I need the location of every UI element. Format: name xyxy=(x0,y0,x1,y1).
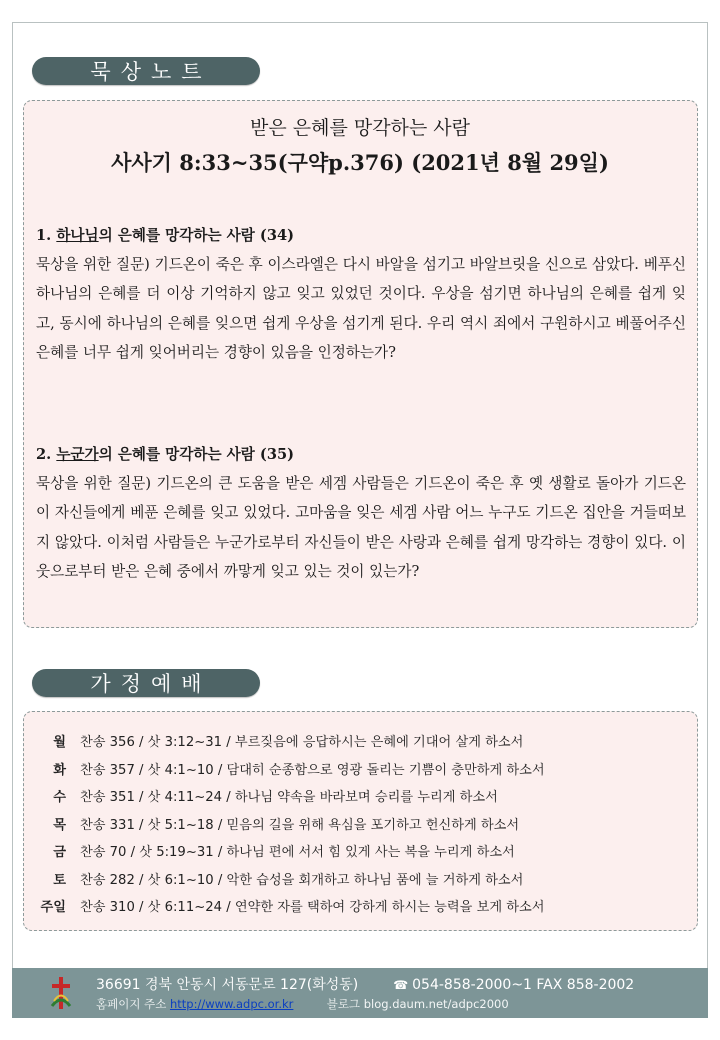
homepage-link[interactable]: http://www.adpc.or.kr xyxy=(169,997,294,1011)
worship-text: 찬송 310 / 삿 6:11~24 / 연약한 자를 택하여 강하게 하시는 능력을 보게 하소서 xyxy=(80,900,545,916)
section-number: 1. xyxy=(36,227,57,244)
footer-address: 36691 경북 안동시 서동문로 127(화성동) xyxy=(96,977,359,993)
section-heading-rest: 의 은혜를 망각하는 사람 (35) xyxy=(98,446,295,463)
meditation-section-1 xyxy=(36,221,686,367)
worship-row-wed xyxy=(36,782,686,810)
church-cross-logo-icon xyxy=(50,976,72,1010)
worship-day: 금 xyxy=(53,845,66,861)
homepage-label: 홈페이지 주소 xyxy=(96,997,167,1011)
worship-text: 찬송 357 / 삿 4:1~10 / 담대히 순종함으로 영광 돌리는 기쁨이 충만하게 하소서 xyxy=(80,762,545,778)
worship-row-fri xyxy=(36,837,686,865)
section-body: 묵상을 위한 질문) 기드온의 큰 도움을 받은 세겜 사람들은 기드온이 죽은 후 옛 생활로 돌아가 기드온이 자신들에게 베푼 은혜를 잊고 있었다. 고마움을 잊은 세겜 사람 어느 누구도 기드온 집안을 거들떠보지 않았다. 이처럼 사람들은 누군가로부터 자신들이 받은 사랑과 은혜를 쉽게 망각하는 경향이 있다. 이웃으로부터 받은 은혜 중에서 까맣게 잊고 있는 것이 있는가? xyxy=(36,475,686,580)
worship-text: 찬송 356 / 삿 3:12~31 / 부르짖음에 응답하시는 은혜에 기대어 살게 하소서 xyxy=(80,735,524,751)
family-worship-header: 가정예배 xyxy=(32,669,260,697)
worship-schedule xyxy=(36,727,686,920)
section-keyword: 하나님 xyxy=(56,227,99,244)
section-number: 2. xyxy=(36,446,57,463)
worship-row-sun xyxy=(36,892,686,920)
church-footer xyxy=(12,968,708,1018)
worship-row-thu xyxy=(36,810,686,838)
worship-day: 월 xyxy=(53,735,66,751)
section-keyword: 누군가 xyxy=(56,446,99,463)
section-heading xyxy=(36,440,686,469)
footer-phone: 054-858-2000~1 FAX 858-2002 xyxy=(412,977,635,993)
worship-text: 찬송 282 / 삿 6:1~10 / 악한 습성을 회개하고 하나님 품에 늘 거하게 하소서 xyxy=(80,872,524,888)
blog-url[interactable]: blog.daum.net/adpc2000 xyxy=(363,997,509,1011)
meditation-title: 받은 은혜를 망각하는 사람 xyxy=(249,117,470,139)
worship-day: 토 xyxy=(53,872,66,888)
worship-text: 찬송 70 / 삿 5:19~31 / 하나님 편에 서서 힘 있게 사는 복을 누리게 하소서 xyxy=(80,845,515,861)
worship-text: 찬송 331 / 삿 5:1~18 / 믿음의 길을 위해 욕심을 포기하고 헌신하게 하소서 xyxy=(80,817,520,833)
worship-day: 화 xyxy=(53,762,66,778)
section-heading-rest: 의 은혜를 망각하는 사람 (34) xyxy=(98,227,295,244)
phone-icon: ☎ xyxy=(393,978,409,992)
blog-label: 블로그 xyxy=(326,997,361,1011)
worship-day: 수 xyxy=(53,790,66,806)
worship-day: 주일 xyxy=(40,900,66,916)
meditation-header: 묵상노트 xyxy=(32,57,260,85)
worship-row-mon xyxy=(36,727,686,755)
worship-day: 목 xyxy=(53,817,66,833)
section-body: 묵상을 위한 질문) 기드온이 죽은 후 이스라엘은 다시 바알을 섬기고 바알브릿을 신으로 삼았다. 베푸신 하나님의 은혜를 더 이상 기억하지 않고 잊고 있었던 것이다. 우상을 섬기면 하나님의 은혜를 쉽게 잊고, 동시에 하나님의 은혜를 잊으면 쉽게 우상을 섬기게 된다. 우리 역시 죄에서 구원하시고 베풀어주신 은혜를 너무 쉽게 잊어버리는 경향이 있음을 인정하는가? xyxy=(36,256,686,361)
worship-row-tue xyxy=(36,755,686,783)
worship-text: 찬송 351 / 삿 4:11~24 / 하나님 약속을 바라보며 승리를 누리게 하소서 xyxy=(80,790,498,806)
worship-row-sat xyxy=(36,865,686,893)
section-heading xyxy=(36,221,686,250)
meditation-section-2 xyxy=(36,440,686,586)
scripture-reference: 사사기 8:33~35(구약p.376) (2021년 8월 29일) xyxy=(111,150,609,175)
footer-web-line xyxy=(96,996,509,1012)
footer-contact-line xyxy=(96,974,634,994)
